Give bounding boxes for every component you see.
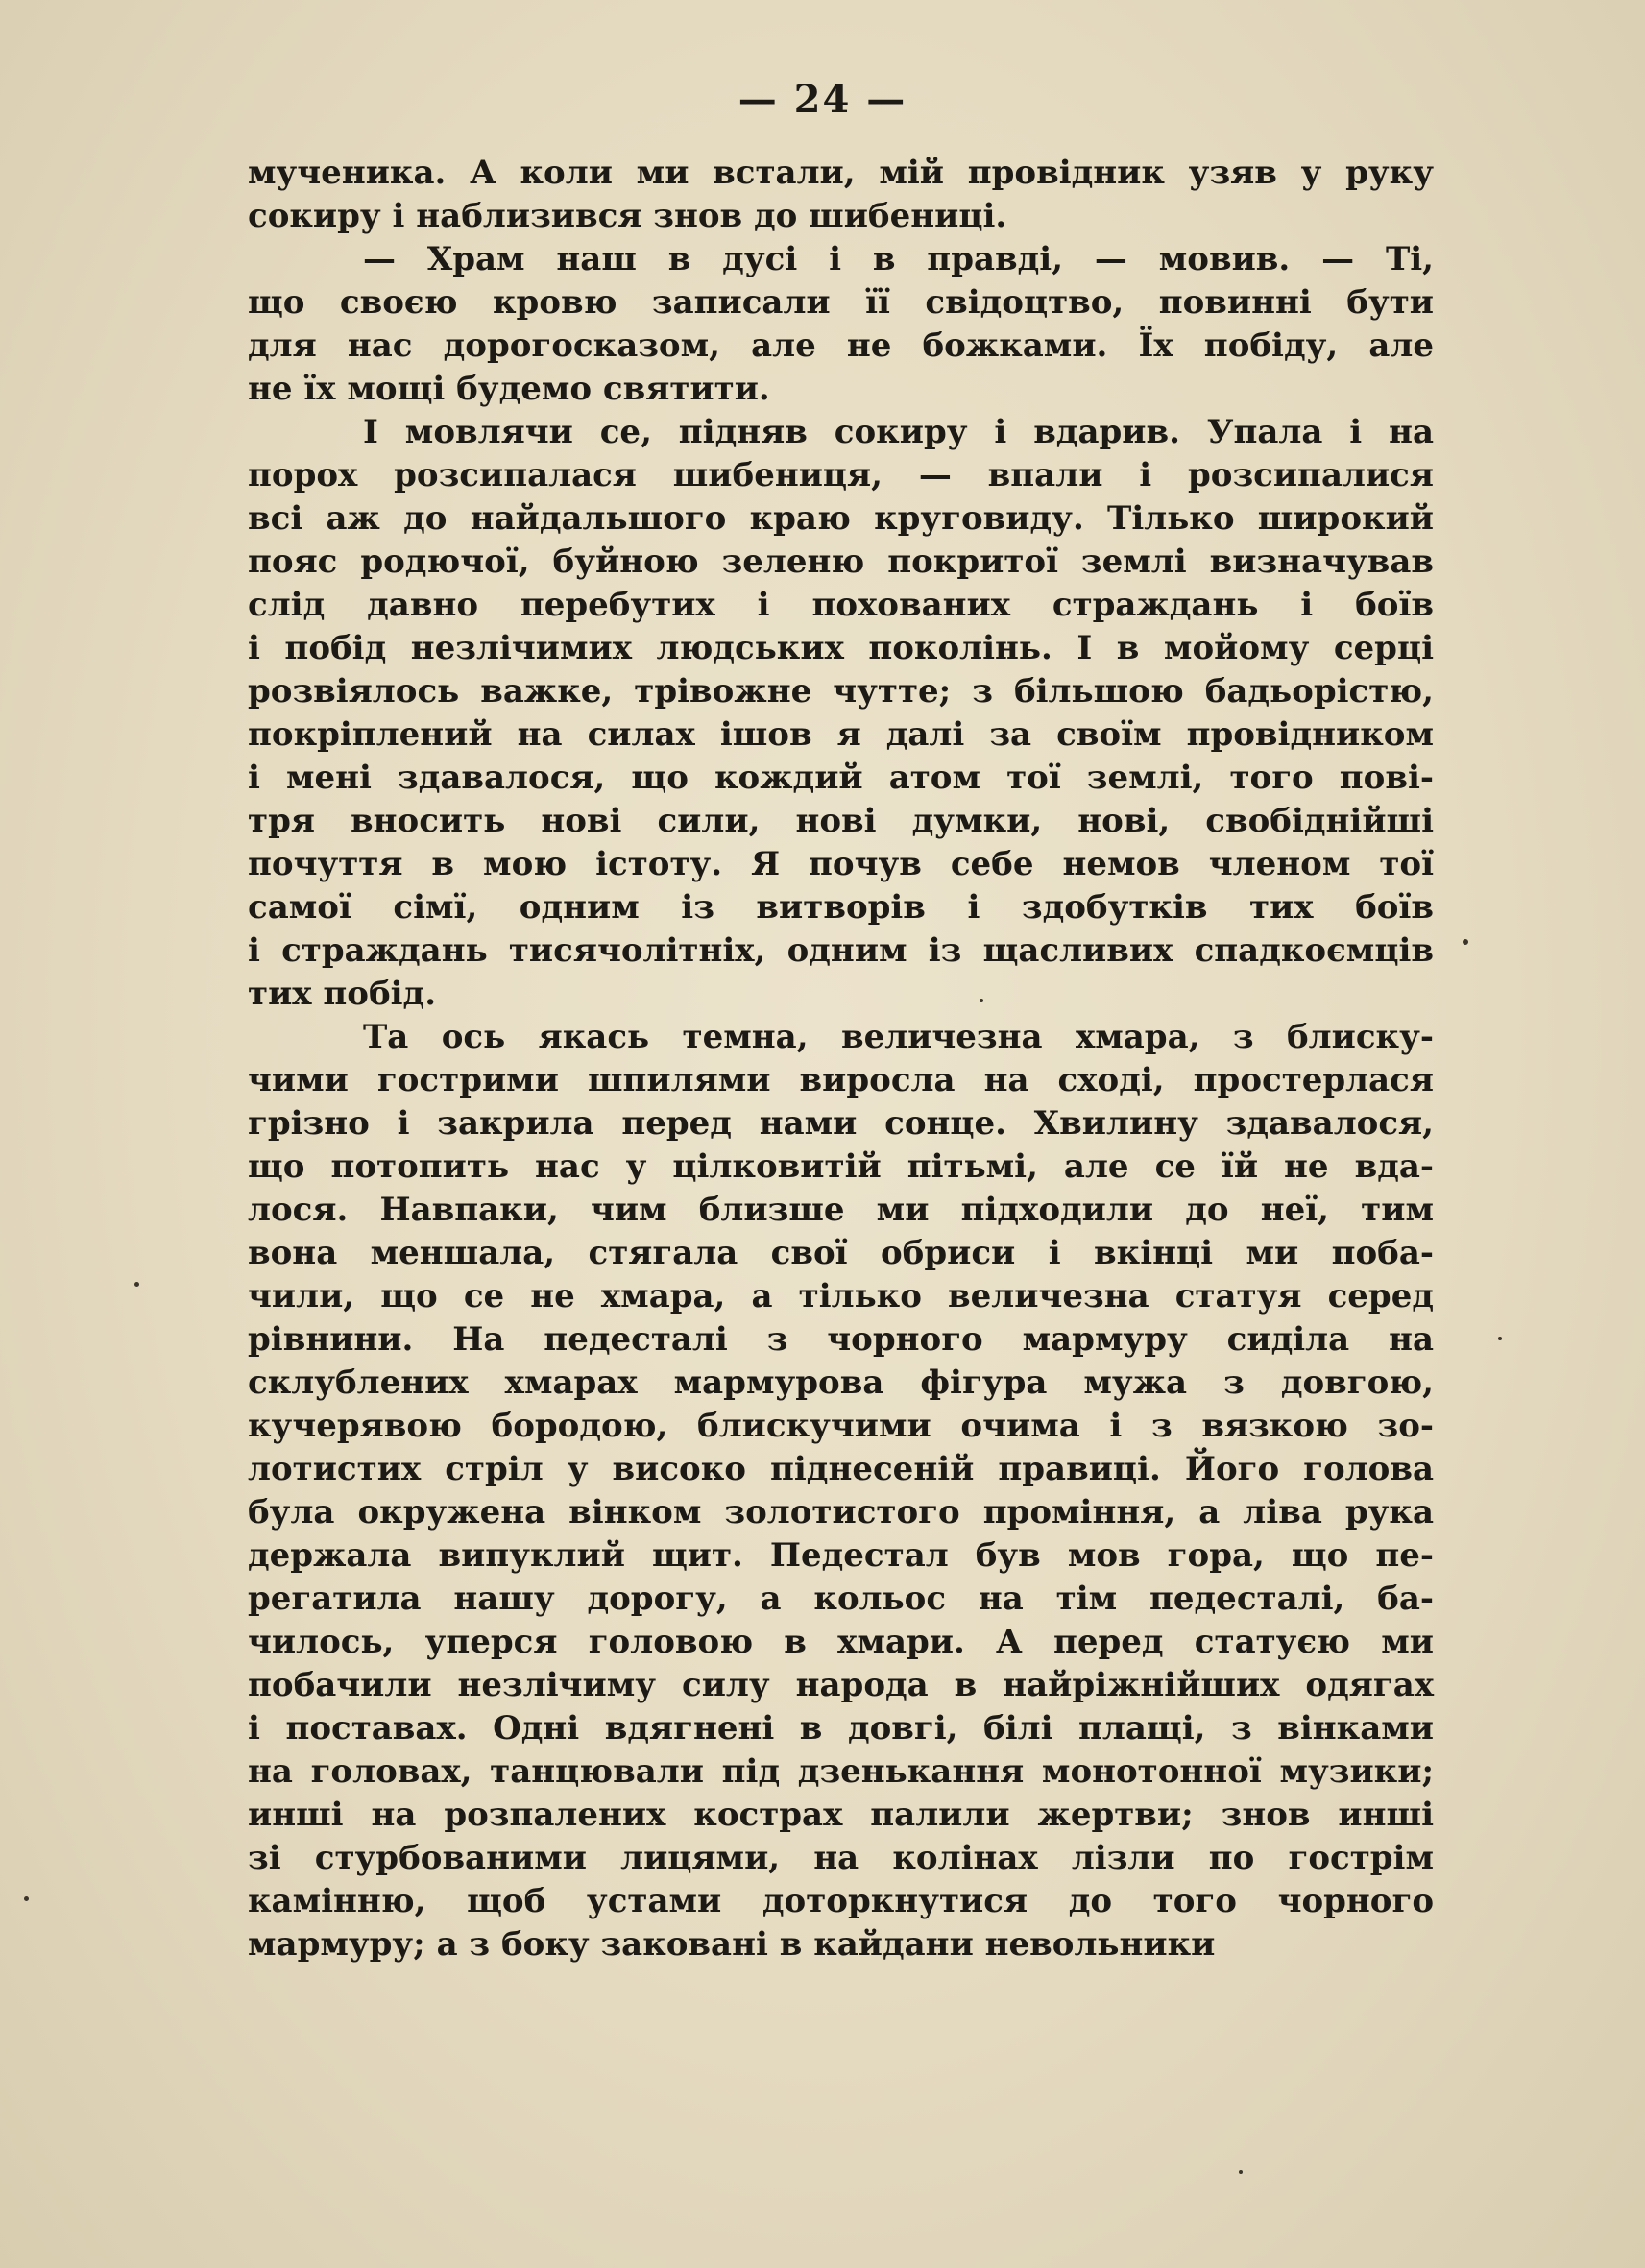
- text-line: і мені здавалося, що кождий атом тої землі, того пові-: [248, 759, 1434, 797]
- text-line: самої сімї, одним із витворів і здобутків тих боїв: [248, 888, 1434, 927]
- text-line: почуття в мою істоту. Я почув себе немов членом тої: [248, 845, 1434, 883]
- text-line: лотистих стріл у високо піднесеній правиці. Його голова: [248, 1450, 1434, 1488]
- text-line: регатила нашу дорогу, а кольос на тім педесталі, ба-: [248, 1580, 1434, 1618]
- text-line: для нас дорогосказом, але не божками. Їх побіду, але: [248, 326, 1434, 365]
- text-line: І мовлячи се, підняв сокиру і вдарив. Упала і на: [363, 413, 1434, 451]
- text-line: Та ось якась темна, величезна хмара, з блиску-: [363, 1018, 1434, 1056]
- text-line: мученика. А коли ми встали, мій провідник узяв у руку: [248, 154, 1434, 192]
- text-line: і страждань тисячолітніх, одним із щасливих спадкоємців: [248, 931, 1434, 970]
- paper-speck: [1463, 939, 1468, 945]
- text-line: всі аж до найдальшого краю круговиду. Тілько широкий: [248, 499, 1434, 538]
- paper-speck: [134, 1282, 139, 1287]
- text-line: була окружена вінком золотистого проміння, а ліва рука: [248, 1493, 1434, 1532]
- text-line: що своєю кровю записали її свідоцтво, повинні бути: [248, 283, 1434, 322]
- text-line: тря вносить нові сили, нові думки, нові, свобіднійші: [248, 802, 1434, 840]
- text-line: мармуру; а з боку заковані в кайдани невольники: [248, 1925, 1216, 1964]
- paper-speck: [1498, 1337, 1502, 1340]
- text-line: чими гострими шпилями виросла на сході, простерлася: [248, 1061, 1434, 1099]
- paper-speck: [24, 1896, 29, 1901]
- text-line: і побід незлічимих людських поколінь. І в мойому серці: [248, 629, 1434, 667]
- text-line: чилось, уперся головою в хмари. А перед статуєю ми: [248, 1623, 1434, 1661]
- text-line: камінню, щоб устами доторкнутися до того чорного: [248, 1882, 1434, 1920]
- text-line: що потопить нас у цілковитій пітьмі, але се їй не вда-: [248, 1147, 1434, 1186]
- text-line: рівнини. На педесталі з чорного мармуру сиділа на: [248, 1320, 1434, 1359]
- text-line: зі стурбованими лицями, на колінах лізли по гострім: [248, 1839, 1434, 1877]
- text-line: чили, що се не хмара, а тілько величезна статуя серед: [248, 1277, 1434, 1315]
- text-line: пояс родючої, буйною зеленю покритої землі визначував: [248, 543, 1434, 581]
- text-line: не їх мощі будемо святити.: [248, 370, 770, 408]
- text-line: инші на розпалених кострах палили жертви; знов инші: [248, 1796, 1434, 1834]
- text-line: і поставах. Одні вдягнені в довгі, білі плащі, з вінками: [248, 1709, 1434, 1748]
- text-line: грізно і закрила перед нами сонце. Хвилину здавалося,: [248, 1104, 1434, 1143]
- paper-speck: [980, 999, 983, 1002]
- text-line: побачили незлічиму силу народа в найріжнійших одягах: [248, 1666, 1434, 1704]
- text-line: покріплений на силах ішов я далі за своїм провідником: [248, 715, 1434, 754]
- text-line: тих побід.: [248, 975, 437, 1013]
- text-line: — Храм наш в дусі і в правді, — мовив. — Ті,: [363, 240, 1434, 278]
- text-line: сокиру і наблизився знов до шибениці.: [248, 197, 1007, 235]
- text-line: держала випуклий щит. Педестал був мов гора, що пе-: [248, 1536, 1434, 1575]
- text-line: лося. Навпаки, чим близше ми підходили до неї, тим: [248, 1191, 1434, 1229]
- text-line: порох розсипалася шибениця, — впали і розсипалися: [248, 456, 1434, 495]
- text-line: на головах, танцювали під дзенькання монотонної музики;: [248, 1752, 1434, 1791]
- text-line: розвіялось важке, трівожне чутте; з більшою бадьорістю,: [248, 672, 1434, 711]
- text-line: склублених хмарах мармурова фігура мужа з довгою,: [248, 1363, 1434, 1402]
- paper-speck: [1239, 2170, 1243, 2174]
- text-line: слід давно перебутих і похованих страждань і боїв: [248, 586, 1434, 624]
- text-line: кучерявою бородою, блискучими очима і з вязкою зо-: [248, 1407, 1434, 1445]
- text-line: вона меншала, стягала свої обриси і вкінці ми поба-: [248, 1234, 1434, 1272]
- body-text: [248, 152, 1434, 1966]
- page-number: — 24 —: [738, 77, 907, 122]
